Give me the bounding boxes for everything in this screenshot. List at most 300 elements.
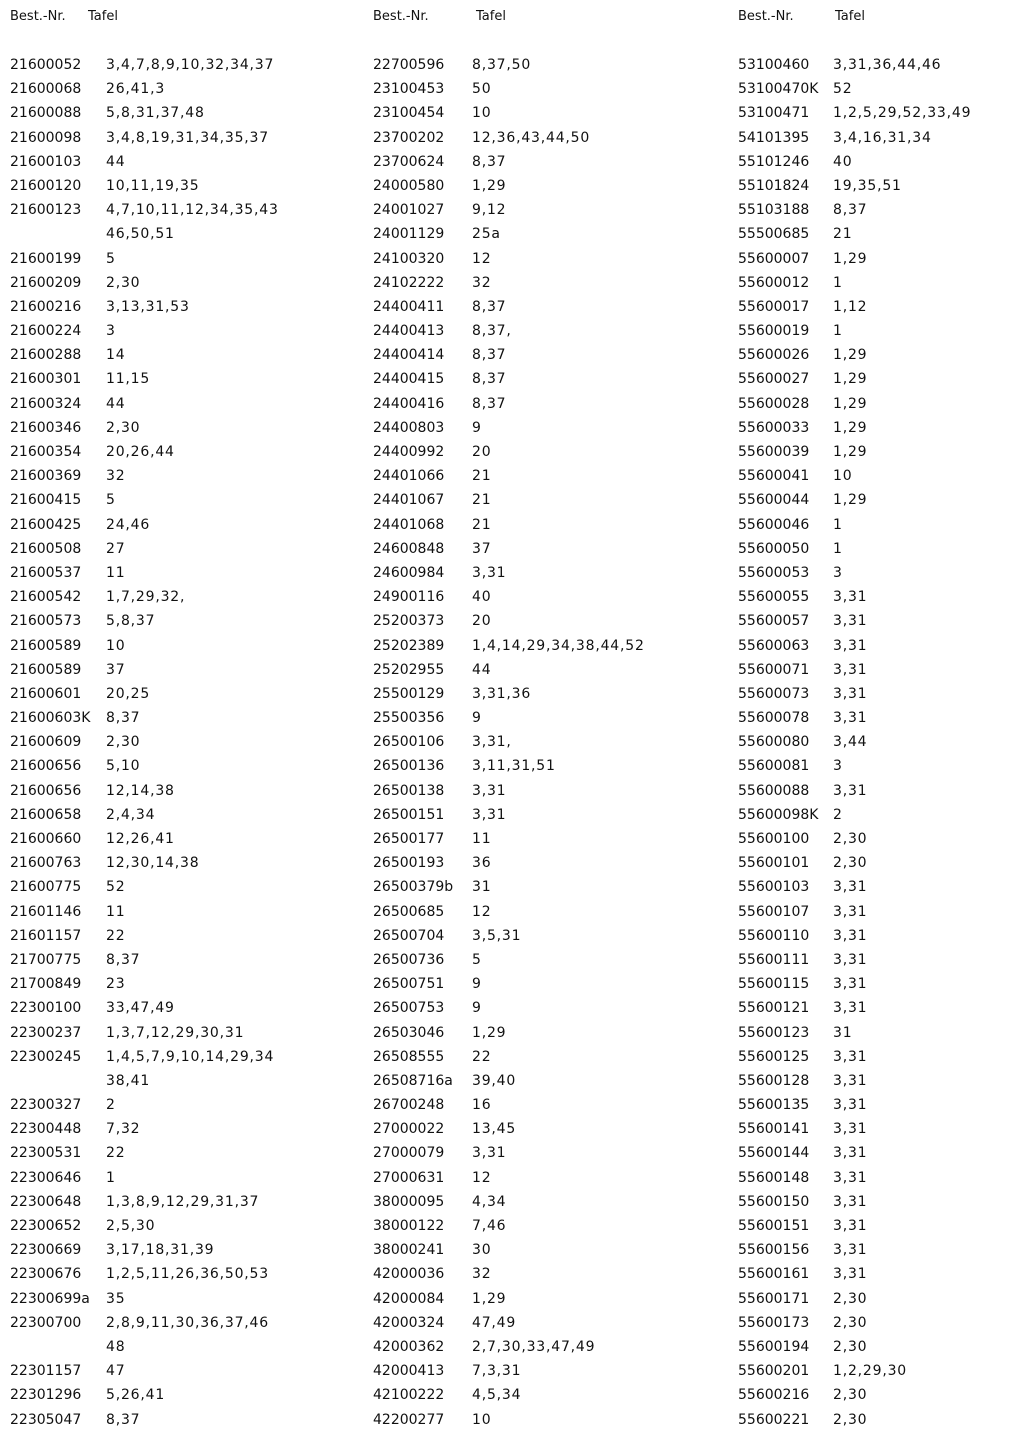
order-number: 55600103 xyxy=(738,879,810,896)
index-row xyxy=(373,464,718,488)
plate-numbers: 1 xyxy=(833,516,843,533)
plate-numbers: 32 xyxy=(472,274,492,291)
order-number: 21600573 xyxy=(10,613,82,630)
plate-numbers: 52 xyxy=(106,879,126,896)
order-number: 55600128 xyxy=(738,1072,810,1089)
plate-numbers: 3,31 xyxy=(833,1097,868,1114)
index-row xyxy=(10,150,355,174)
plate-numbers: 3,31, xyxy=(472,734,512,751)
order-number: 24400411 xyxy=(373,298,445,315)
index-row xyxy=(738,1021,1006,1045)
order-number: 21600775 xyxy=(10,879,82,896)
index-row xyxy=(373,488,718,512)
index-row xyxy=(373,343,718,367)
order-number: 21600537 xyxy=(10,564,82,581)
order-number: 42000413 xyxy=(373,1363,445,1380)
index-row xyxy=(738,1069,1006,1093)
index-row xyxy=(373,513,718,537)
index-row xyxy=(10,1021,355,1045)
index-row xyxy=(10,706,355,730)
order-number: 21600209 xyxy=(10,274,82,291)
plate-numbers: 3,31 xyxy=(472,1145,507,1162)
index-row xyxy=(10,77,355,101)
plate-numbers: 3,4,7,8,9,10,32,34,37 xyxy=(106,57,275,73)
index-row xyxy=(738,924,1006,948)
plate-numbers: 48 xyxy=(106,1338,126,1355)
index-row xyxy=(738,247,1006,271)
order-number: 55101246 xyxy=(738,153,810,170)
order-number: 55600156 xyxy=(738,1242,810,1259)
order-number: 55600078 xyxy=(738,710,810,727)
plate-numbers: 3,31 xyxy=(472,782,507,799)
index-row xyxy=(10,319,355,343)
index-row xyxy=(10,609,355,633)
index-row xyxy=(10,924,355,948)
plate-numbers: 33,47,49 xyxy=(106,1000,175,1017)
order-number: 55600017 xyxy=(738,298,810,315)
plate-numbers: 3,4,8,19,31,34,35,37 xyxy=(106,129,269,146)
index-row xyxy=(373,126,718,150)
index-row xyxy=(738,682,1006,706)
index-row xyxy=(373,706,718,730)
plate-numbers: 5 xyxy=(106,250,116,267)
plate-numbers: 9 xyxy=(472,419,482,436)
plate-numbers: 3 xyxy=(833,758,843,775)
order-number: 24400413 xyxy=(373,323,445,340)
plate-numbers: 12 xyxy=(472,250,492,267)
order-number: 24401068 xyxy=(373,516,445,533)
index-row xyxy=(10,440,355,464)
order-number: 26700248 xyxy=(373,1097,445,1114)
order-number: 38000122 xyxy=(373,1218,445,1234)
order-number: 55600080 xyxy=(738,734,810,751)
index-row xyxy=(10,900,355,924)
index-row xyxy=(373,561,718,585)
plate-numbers: 3,31 xyxy=(833,903,868,920)
index-row xyxy=(738,513,1006,537)
index-row xyxy=(10,1238,355,1262)
order-number: 24001027 xyxy=(373,202,445,219)
index-row xyxy=(738,754,1006,778)
order-number: 22300245 xyxy=(10,1048,82,1065)
plate-numbers: 13,45 xyxy=(472,1121,517,1138)
plate-numbers: 4,34 xyxy=(472,1193,507,1210)
plate-numbers: 8,37, xyxy=(472,323,512,340)
index-row xyxy=(738,488,1006,512)
plate-numbers: 4,5,34 xyxy=(472,1387,522,1404)
plate-numbers: 50 xyxy=(472,81,492,98)
index-row xyxy=(373,900,718,924)
order-number: 55600141 xyxy=(738,1121,810,1138)
plate-numbers: 35 xyxy=(106,1290,126,1307)
plate-numbers: 3,31 xyxy=(833,1145,868,1162)
order-number: 55600053 xyxy=(738,564,810,581)
index-row xyxy=(10,561,355,585)
order-number: 42100222 xyxy=(373,1387,445,1404)
plate-numbers: 11 xyxy=(106,564,126,581)
plate-numbers: 1,3,8,9,12,29,31,37 xyxy=(106,1193,260,1210)
plate-numbers: 2,30 xyxy=(106,734,141,751)
index-row xyxy=(10,1045,355,1069)
index-row xyxy=(738,827,1006,851)
order-number: 22301296 xyxy=(10,1387,82,1404)
index-row xyxy=(10,1141,355,1165)
plate-numbers: 3,31 xyxy=(833,976,868,993)
plate-numbers: 3,31,36,44,46 xyxy=(833,57,942,73)
order-number: 55600081 xyxy=(738,758,810,775)
index-row xyxy=(738,416,1006,440)
plate-numbers: 39,40 xyxy=(472,1072,517,1089)
order-number: 21600052 xyxy=(10,57,82,73)
order-number: 55600012 xyxy=(738,274,810,291)
index-row xyxy=(373,948,718,972)
order-number: 21600603K xyxy=(10,710,91,727)
index-row xyxy=(738,779,1006,803)
plate-heading: Tafel xyxy=(88,9,118,24)
index-row xyxy=(373,1117,718,1141)
order-number: 26500193 xyxy=(373,855,445,872)
order-number: 55600107 xyxy=(738,903,810,920)
index-row xyxy=(10,1359,355,1383)
order-number: 55600121 xyxy=(738,1000,810,1017)
plate-numbers: 1,29 xyxy=(833,395,868,412)
plate-numbers: 3,31 xyxy=(833,1000,868,1017)
plate-numbers: 3,31 xyxy=(833,1121,868,1138)
plate-numbers: 1,7,29,32, xyxy=(106,589,186,606)
plate-numbers: 16 xyxy=(472,1097,492,1114)
index-row xyxy=(738,1214,1006,1238)
order-number: 55600161 xyxy=(738,1266,810,1283)
order-number: 55600144 xyxy=(738,1145,810,1162)
plate-numbers: 36 xyxy=(472,855,492,872)
plate-numbers: 1,2,5,11,26,36,50,53 xyxy=(106,1266,269,1283)
index-row xyxy=(10,754,355,778)
plate-numbers: 3,44 xyxy=(833,734,868,751)
plate-numbers: 21 xyxy=(472,468,492,485)
order-number: 42000084 xyxy=(373,1290,445,1307)
index-row xyxy=(738,875,1006,899)
plate-numbers: 12,26,41 xyxy=(106,831,175,847)
order-number: 55600098K xyxy=(738,806,819,823)
order-number: 21700849 xyxy=(10,976,82,993)
index-row xyxy=(738,174,1006,198)
order-number: 55600221 xyxy=(738,1411,810,1428)
plate-numbers: 2,30 xyxy=(833,1338,868,1355)
order-number: 55103188 xyxy=(738,202,810,219)
order-number: 21600354 xyxy=(10,444,82,460)
order-number: 24600984 xyxy=(373,564,445,581)
order-number: 55600028 xyxy=(738,395,810,412)
order-number: 38000095 xyxy=(373,1193,445,1210)
index-row xyxy=(373,803,718,827)
plate-numbers: 9 xyxy=(472,976,482,993)
index-row xyxy=(10,972,355,996)
index-row xyxy=(738,851,1006,875)
plate-numbers: 3,31 xyxy=(833,1218,868,1234)
index-row xyxy=(373,367,718,391)
plate-numbers: 8,37 xyxy=(106,1411,141,1428)
plate-numbers: 2,30 xyxy=(833,1290,868,1307)
order-number: 25500129 xyxy=(373,685,445,702)
plate-numbers: 3,17,18,31,39 xyxy=(106,1242,215,1259)
plate-numbers: 10 xyxy=(106,637,126,654)
plate-numbers: 8,37 xyxy=(106,710,141,727)
order-number: 26503046 xyxy=(373,1024,445,1041)
plate-numbers: 3,31 xyxy=(833,710,868,727)
plate-numbers: 9 xyxy=(472,1000,482,1017)
plate-numbers: 1 xyxy=(833,323,843,340)
order-number: 42000036 xyxy=(373,1266,445,1283)
order-number: 25200373 xyxy=(373,613,445,630)
order-number: 21600216 xyxy=(10,298,82,315)
order-number: 22300652 xyxy=(10,1218,82,1234)
order-number: 26500136 xyxy=(373,758,445,775)
plate-numbers: 3,31,36 xyxy=(472,685,532,702)
order-number: 38000241 xyxy=(373,1242,445,1259)
index-row xyxy=(10,1190,355,1214)
order-number: 26500151 xyxy=(373,806,445,823)
row-list xyxy=(373,53,718,1432)
index-row xyxy=(373,150,718,174)
index-row xyxy=(738,343,1006,367)
order-number: 55600044 xyxy=(738,492,810,509)
order-number: 21600088 xyxy=(10,105,82,122)
index-row xyxy=(10,851,355,875)
plate-numbers: 31 xyxy=(472,879,492,896)
order-number: 23100454 xyxy=(373,105,445,122)
plate-numbers: 46,50,51 xyxy=(106,226,175,243)
order-number: 55101824 xyxy=(738,177,810,194)
plate-numbers: 20 xyxy=(472,613,492,630)
plate-numbers: 38,41 xyxy=(106,1072,151,1089)
order-number: 54101395 xyxy=(738,129,810,146)
index-row xyxy=(373,585,718,609)
plate-numbers: 2 xyxy=(106,1097,116,1114)
index-row xyxy=(10,174,355,198)
order-number: 55600194 xyxy=(738,1338,810,1355)
index-row xyxy=(373,1383,718,1407)
row-list xyxy=(738,53,1006,1432)
plate-numbers: 1,29 xyxy=(833,250,868,267)
plate-numbers: 10 xyxy=(833,468,853,485)
order-number: 21600103 xyxy=(10,153,82,170)
index-row xyxy=(10,222,355,246)
index-row xyxy=(10,1408,355,1432)
order-number: 24000580 xyxy=(373,177,445,194)
plate-numbers: 2,30 xyxy=(833,855,868,872)
order-number: 21601157 xyxy=(10,927,82,944)
index-row xyxy=(373,1262,718,1286)
order-number: 22300669 xyxy=(10,1242,82,1259)
index-row xyxy=(10,827,355,851)
order-number: 24400416 xyxy=(373,395,445,412)
order-number: 55600216 xyxy=(738,1387,810,1404)
plate-numbers: 9,12 xyxy=(472,202,507,219)
order-number: 21600601 xyxy=(10,685,82,702)
order-number: 26508555 xyxy=(373,1048,445,1065)
index-row xyxy=(10,101,355,125)
order-number: 27000631 xyxy=(373,1169,445,1186)
plate-numbers: 21 xyxy=(472,492,492,509)
index-row xyxy=(10,1311,355,1335)
index-row xyxy=(738,900,1006,924)
order-number: 21600224 xyxy=(10,323,82,340)
index-row xyxy=(738,53,1006,77)
plate-numbers: 10 xyxy=(472,1411,492,1428)
plate-numbers: 12 xyxy=(472,903,492,920)
order-number: 22300676 xyxy=(10,1266,82,1283)
index-row xyxy=(738,1238,1006,1262)
index-row xyxy=(373,295,718,319)
index-row xyxy=(738,1190,1006,1214)
order-number: 53100471 xyxy=(738,105,810,122)
index-row xyxy=(738,1311,1006,1335)
order-number: 27000022 xyxy=(373,1121,445,1138)
index-row xyxy=(10,585,355,609)
order-number: 24400992 xyxy=(373,444,445,460)
order-number: 55600073 xyxy=(738,685,810,702)
plate-numbers: 5,26,41 xyxy=(106,1387,166,1404)
order-number: 21600301 xyxy=(10,371,82,388)
order-number: 26500685 xyxy=(373,903,445,920)
order-number: 24401066 xyxy=(373,468,445,485)
index-row xyxy=(10,1214,355,1238)
order-number: 21600656 xyxy=(10,782,82,799)
plate-numbers: 3,31 xyxy=(833,685,868,702)
plate-numbers: 1,29 xyxy=(472,177,507,194)
index-row xyxy=(373,851,718,875)
plate-numbers: 52 xyxy=(833,81,853,98)
plate-numbers: 44 xyxy=(106,395,126,412)
order-number: 55600101 xyxy=(738,855,810,872)
index-row xyxy=(738,1383,1006,1407)
order-number: 55600057 xyxy=(738,613,810,630)
plate-numbers: 3,31 xyxy=(472,564,507,581)
index-row xyxy=(738,198,1006,222)
index-row xyxy=(373,827,718,851)
index-row xyxy=(373,1214,718,1238)
order-number: 21600508 xyxy=(10,540,82,557)
order-number: 55600007 xyxy=(738,250,810,267)
plate-numbers: 5,8,37 xyxy=(106,613,156,630)
index-row xyxy=(10,658,355,682)
index-row xyxy=(373,972,718,996)
order-number: 55600201 xyxy=(738,1363,810,1380)
order-number: 21601146 xyxy=(10,903,82,920)
plate-numbers: 10 xyxy=(472,105,492,122)
index-row xyxy=(10,730,355,754)
index-row xyxy=(373,1238,718,1262)
order-number: 24400415 xyxy=(373,371,445,388)
order-number: 55600148 xyxy=(738,1169,810,1186)
plate-numbers: 12,30,14,38 xyxy=(106,855,200,872)
index-row xyxy=(738,150,1006,174)
index-row xyxy=(738,367,1006,391)
index-row xyxy=(738,537,1006,561)
plate-numbers: 25a xyxy=(472,226,501,243)
plate-numbers: 8,37 xyxy=(472,371,507,388)
order-number: 21600415 xyxy=(10,492,82,509)
order-number: 21600658 xyxy=(10,806,82,823)
index-row xyxy=(738,126,1006,150)
index-row xyxy=(10,271,355,295)
order-number: 21600199 xyxy=(10,250,82,267)
plate-numbers: 5 xyxy=(106,492,116,509)
order-number: 21600123 xyxy=(10,202,82,219)
index-row xyxy=(373,247,718,271)
plate-numbers: 1,29 xyxy=(472,1024,507,1041)
index-row xyxy=(738,77,1006,101)
index-row xyxy=(10,1287,355,1311)
order-number: 55500685 xyxy=(738,226,810,243)
order-number: 55600150 xyxy=(738,1193,810,1210)
index-row xyxy=(373,682,718,706)
order-number: 24900116 xyxy=(373,589,445,606)
plate-numbers: 20,26,44 xyxy=(106,444,175,460)
plate-numbers: 9 xyxy=(472,710,482,727)
order-number: 26500106 xyxy=(373,734,445,751)
order-number: 25500356 xyxy=(373,710,445,727)
index-row xyxy=(373,198,718,222)
order-number: 55600151 xyxy=(738,1218,810,1234)
index-row xyxy=(10,1117,355,1141)
order-number: 22300700 xyxy=(10,1314,82,1331)
index-row xyxy=(738,1262,1006,1286)
order-number: 55600088 xyxy=(738,782,810,799)
index-row xyxy=(738,1359,1006,1383)
order-number: 55600026 xyxy=(738,347,810,364)
order-number: 55600041 xyxy=(738,468,810,485)
order-number: 25202955 xyxy=(373,661,445,678)
index-row xyxy=(738,1335,1006,1359)
plate-heading: Tafel xyxy=(476,9,506,24)
plate-numbers: 3,31 xyxy=(472,806,507,823)
order-number: 55600033 xyxy=(738,419,810,436)
plate-numbers: 3,5,31 xyxy=(472,927,522,944)
order-number: 42200277 xyxy=(373,1411,445,1428)
order-number: 23700624 xyxy=(373,153,445,170)
order-number: 24001129 xyxy=(373,226,445,243)
order-number: 55600055 xyxy=(738,589,810,606)
order-number: 55600063 xyxy=(738,637,810,654)
index-row xyxy=(373,1166,718,1190)
plate-numbers: 40 xyxy=(833,153,853,170)
index-row xyxy=(10,416,355,440)
index-row xyxy=(373,101,718,125)
order-number: 55600125 xyxy=(738,1048,810,1065)
plate-numbers: 47,49 xyxy=(472,1314,517,1331)
order-number: 55600039 xyxy=(738,444,810,460)
plate-numbers: 2,30 xyxy=(833,1387,868,1404)
index-row xyxy=(10,1262,355,1286)
order-number: 55600110 xyxy=(738,927,810,944)
plate-numbers: 32 xyxy=(106,468,126,485)
index-row xyxy=(738,996,1006,1020)
plate-numbers: 8,37 xyxy=(472,347,507,364)
plate-numbers: 7,3,31 xyxy=(472,1363,522,1380)
index-row xyxy=(738,1117,1006,1141)
plate-numbers: 3,13,31,53 xyxy=(106,298,190,315)
plate-numbers: 3,31 xyxy=(833,1169,868,1186)
order-number: 21700775 xyxy=(10,951,82,968)
order-number: 42000362 xyxy=(373,1338,445,1355)
plate-numbers: 20 xyxy=(472,444,492,460)
plate-numbers: 7,46 xyxy=(472,1218,507,1234)
order-number: 22305047 xyxy=(10,1411,82,1428)
plate-numbers: 1,12 xyxy=(833,298,868,315)
plate-numbers: 3,31 xyxy=(833,927,868,944)
index-row xyxy=(10,1166,355,1190)
